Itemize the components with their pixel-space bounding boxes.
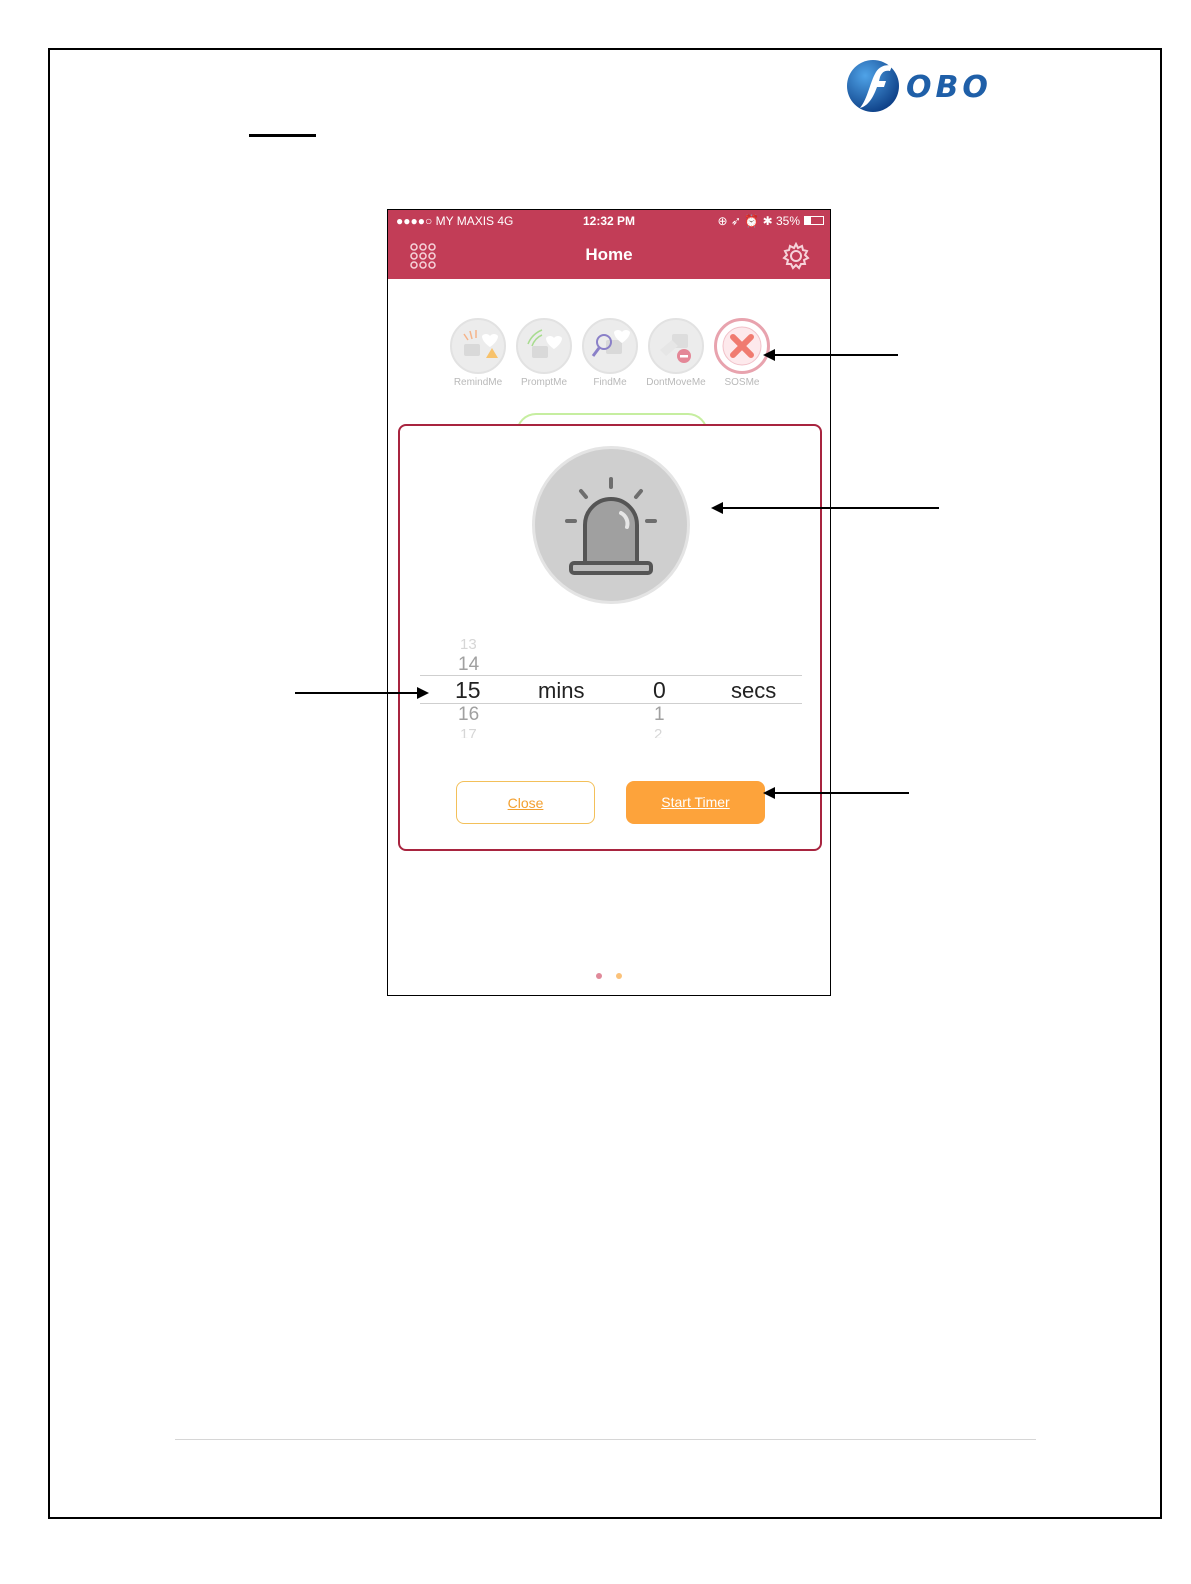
seconds-unit: secs [731, 678, 777, 703]
siren-button[interactable] [532, 446, 690, 604]
close-button[interactable]: Close [456, 781, 595, 824]
callout-arrow-sosme [765, 354, 898, 356]
minutes-option[interactable]: 14 [458, 654, 480, 675]
siren-icon [535, 449, 687, 601]
status-time: 12:32 PM [582, 214, 636, 228]
minutes-selected[interactable]: 15 [455, 677, 481, 703]
feature-label: FindMe [593, 377, 627, 388]
page-dot-active[interactable] [596, 973, 602, 979]
minutes-option[interactable]: 13 [460, 636, 477, 653]
fobo-logo-mark [846, 58, 904, 114]
minutes-unit: mins [538, 678, 585, 703]
minutes-option[interactable]: 16 [458, 704, 480, 725]
heading-underline [249, 134, 316, 137]
phone-screenshot [387, 209, 831, 996]
seconds-option[interactable]: 1 [654, 704, 665, 725]
dontmoveme-icon [648, 318, 704, 374]
feature-promptme[interactable] [514, 318, 574, 388]
callout-arrow-start-timer [765, 792, 909, 794]
feature-dontmoveme[interactable] [646, 318, 706, 388]
remindme-icon [450, 318, 506, 374]
nav-title: Home [585, 245, 633, 264]
findme-icon [582, 318, 638, 374]
page-indicator [388, 966, 830, 984]
fobo-logo [846, 58, 1016, 114]
gear-icon[interactable] [782, 242, 810, 270]
status-indicators: ⊕ ➶ ⏰ ✱ 35% [717, 214, 800, 228]
seconds-selected[interactable]: 0 [653, 677, 666, 703]
battery-icon [804, 216, 824, 225]
time-picker[interactable] [420, 636, 802, 746]
footer-divider [175, 1439, 1036, 1440]
seconds-option[interactable]: 2 [654, 726, 663, 738]
logo-wordmark: OBO [906, 70, 992, 105]
feature-label: RemindMe [453, 377, 503, 388]
feature-label: DontMoveMe [646, 377, 706, 388]
start-timer-button[interactable]: Start Timer [626, 781, 765, 824]
nav-bar [388, 232, 830, 279]
feature-label: SOSMe [724, 377, 760, 388]
status-bar [388, 210, 830, 232]
carrier-text: ●●●●○ MY MAXIS 4G [396, 214, 514, 228]
feature-remindme[interactable] [448, 318, 508, 388]
page-dot[interactable] [616, 973, 622, 979]
callout-arrow-siren [713, 507, 939, 509]
feature-findme[interactable] [580, 318, 640, 388]
promptme-icon [516, 318, 572, 374]
feature-label: PromptMe [520, 377, 568, 388]
callout-arrow-picker [295, 692, 427, 694]
sos-timer-dialog [398, 424, 822, 851]
minutes-option[interactable]: 17 [460, 726, 477, 738]
sosme-icon [714, 318, 770, 374]
